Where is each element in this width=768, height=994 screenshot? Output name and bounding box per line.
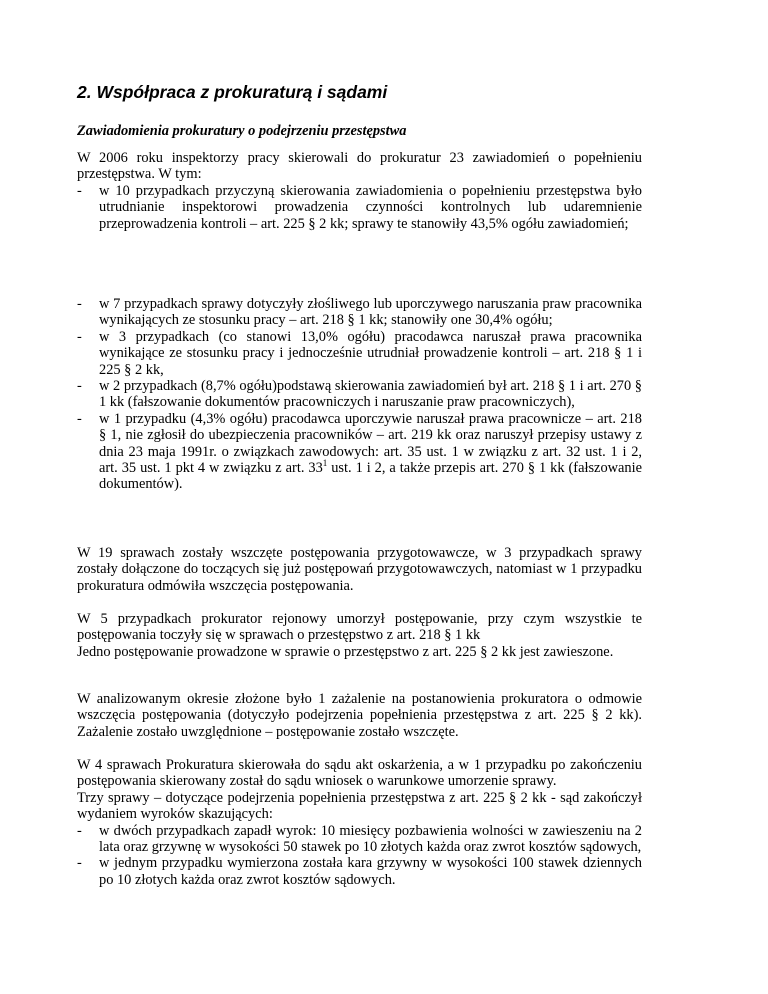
superscript: 1 xyxy=(322,458,328,469)
verdicts-list xyxy=(77,823,642,889)
paragraph-discontinued xyxy=(77,611,642,660)
paragraph: W 4 sprawach Prokuratura skierowała do sądu akt oskarżenia, a w 1 przypadku po zakończeniu postępowania skierowany został do sądu wniosek o warunkowe umorzenie sprawy. xyxy=(77,757,642,790)
list-item-text: w 1 przypadku (4,3% ogółu) pracodawca uporczywie naruszał prawa pracownicze – art. 218 § 1, nie zgłosił do ubezpieczenia pracowników – art. 219 kk oraz naruszył przepisy ustawy z dnia 23 maja 1991r. o związkach zawodowych: art. 35 ust. 1 w związku z art. 32 ust. 1 i 2, art. 35 ust. 1 pkt 4 w związku z art. 33 xyxy=(99,410,642,477)
cases-list xyxy=(77,296,642,493)
intro-list xyxy=(77,183,642,232)
paragraph: W 5 przypadkach prokurator rejonowy umorzył postępowanie, przy czym wszystkie te postępowania toczyły się w sprawach o przestępstwo z art. 218 § 1 kk xyxy=(77,611,642,644)
intro-paragraph: W 2006 roku inspektorzy pracy skierowali do prokuratur 23 zawiadomień o popełnieniu przestępstwa. W tym: xyxy=(77,150,642,183)
list-item: - w 10 przypadkach przyczyną skierowania zawiadomienia o popełnieniu przestępstwa było utrudnianie inspektorowi prowadzenia czynności kontrolnych lub udaremnienie przeprowadzenia kontroli – art. 225 § 2 kk; sprawy te stanowiły 43,5% ogółu zawiadomień; xyxy=(77,183,642,232)
list-item: - w dwóch przypadkach zapadł wyrok: 10 miesięcy pozbawienia wolności w zawieszeniu na 2 lata oraz grzywnę w wysokości 50 stawek po 10 złotych każda oraz zwrot kosztów sądowych, xyxy=(77,823,642,856)
list-item: - w 2 przypadkach (8,7% ogółu)podstawą skierowania zawiadomień był art. 218 § 1 i art. 270 § 1 kk (fałszowanie dokumentów pracowniczych i naruszanie praw pracowniczych), xyxy=(77,378,642,411)
cases-list-block xyxy=(77,296,642,493)
list-item xyxy=(77,411,642,493)
paragraph-court xyxy=(77,757,642,888)
paragraph: W 19 sprawach zostały wszczęte postępowania przygotowawcze, w 3 przypadkach sprawy zostały dołączone do toczących się już postępowań przygotowawczych, natomiast w 1 przypadku prokuratura odmówiła wszczęcia postępowania. xyxy=(77,545,642,594)
paragraph: Trzy sprawy – dotyczące podejrzenia popełnienia przestępstwa z art. 225 § 2 kk - sąd zakończył wydaniem wyroków skazujących: xyxy=(77,789,642,823)
paragraph-proceedings xyxy=(77,545,642,594)
section-heading: 2. Współpraca z prokuraturą i sądami xyxy=(77,82,388,102)
list-item: - w 7 przypadkach sprawy dotyczyły złośliwego lub uporczywego naruszania praw pracownika wynikających ze stosunku pracy – art. 218 § 1 kk; stanowiły one 30,4% ogółu; xyxy=(77,296,642,329)
list-item: - w 3 przypadkach (co stanowi 13,0% ogółu) pracodawca naruszał prawa pracownika wynikające ze stosunku pracy i jednocześnie utrudniał prowadzenie kontroli – art. 218 § 1 i 225 § 2 kk, xyxy=(77,329,642,378)
list-item: - w jednym przypadku wymierzona została kara grzywny w wysokości 100 stawek dziennych po 10 złotych każda oraz zwrot kosztów sądowych. xyxy=(77,855,642,888)
intro-block xyxy=(77,150,642,232)
list-item-text-cont: ust. 1 i 2, a także przepis art. 270 § 1 kk (fałszowanie dokumentów). xyxy=(99,460,642,493)
paragraph: Jedno postępowanie prowadzone w sprawie o przestępstwo z art. 225 § 2 kk jest zawieszone. xyxy=(77,643,614,660)
section-subheading: Zawiadomienia prokuratury o podejrzeniu przestępstwa xyxy=(77,123,407,139)
paragraph-complaint xyxy=(77,691,642,740)
paragraph: W analizowanym okresie złożone było 1 zażalenie na postanowienia prokuratora o odmowie wszczęcia postępowania (dotyczyło podejrzenia popełnienia przestępstwa z art. 225 § 2 kk). Zażalenie zostało uwzględnione – postępowanie zostało wszczęte. xyxy=(77,691,642,740)
